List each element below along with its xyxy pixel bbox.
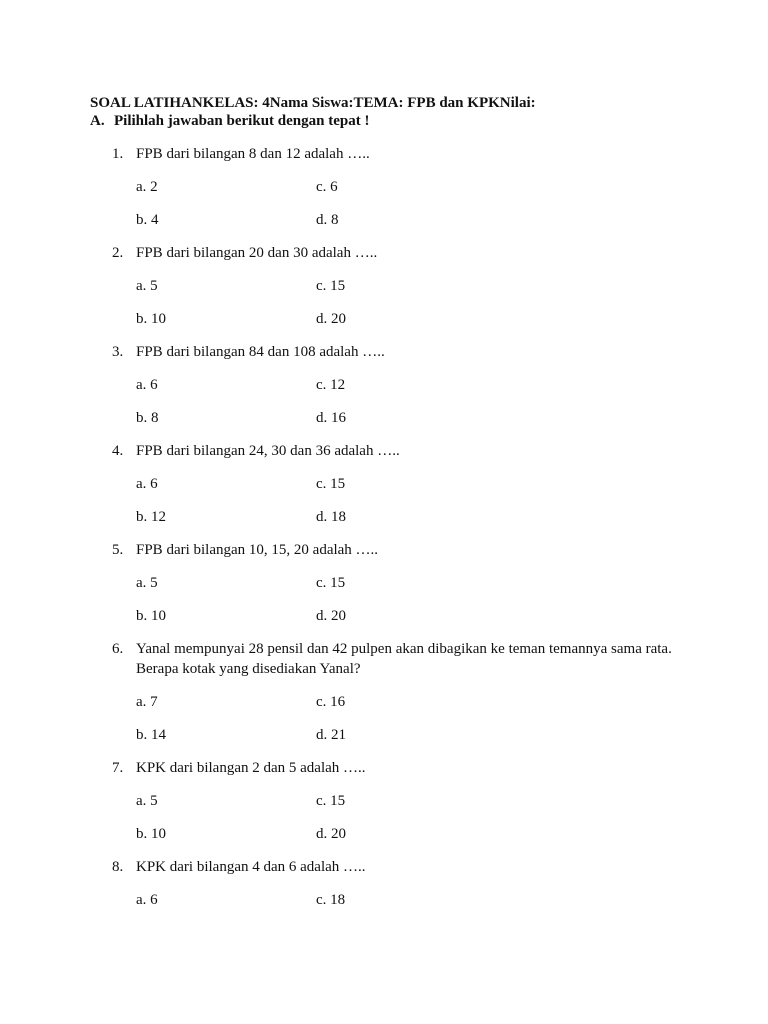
option-row [0, 474, 768, 494]
answer-option: c. 15 [316, 278, 346, 294]
question-text: FPB dari bilangan 10, 15, 20 adalah ….. [136, 542, 379, 558]
worksheet-header: SOAL LATIHANKELAS: 4Nama Siswa:TEMA: FPB dan KPKNilai: [90, 95, 536, 111]
question-line [0, 342, 768, 362]
option-row [0, 210, 768, 230]
option-row [0, 375, 768, 395]
question-line [0, 758, 768, 778]
option-row [0, 824, 768, 844]
question-4 [0, 441, 768, 527]
answer-option: b. 10 [136, 311, 166, 327]
option-row [0, 276, 768, 296]
answer-option: b. 10 [136, 826, 166, 842]
option-row [0, 408, 768, 428]
question-text: FPB dari bilangan 84 dan 108 adalah ….. [136, 344, 385, 360]
question-7 [0, 758, 768, 844]
question-line [0, 441, 768, 461]
option-row [0, 890, 768, 910]
question-line [0, 144, 768, 164]
option-row [0, 791, 768, 811]
question-line [0, 540, 768, 560]
question-1 [0, 144, 768, 230]
instruction-text: Pilihlah jawaban berikut dengan tepat ! [114, 113, 370, 129]
option-row [0, 573, 768, 593]
question-number: 4. [112, 443, 124, 459]
question-6 [0, 639, 768, 745]
question-number: 8. [112, 859, 124, 875]
answer-option: c. 16 [316, 694, 346, 710]
answer-option: c. 12 [316, 377, 346, 393]
answer-option: a. 6 [136, 892, 158, 908]
answer-option: c. 15 [316, 793, 346, 809]
option-row [0, 507, 768, 527]
answer-option: a. 2 [136, 179, 158, 195]
question-text: KPK dari bilangan 2 dan 5 adalah ….. [136, 760, 366, 776]
answer-option: a. 5 [136, 575, 158, 591]
option-row [0, 606, 768, 626]
answer-option: a. 7 [136, 694, 158, 710]
answer-option: c. 6 [316, 179, 338, 195]
section-letter: A. [90, 113, 105, 129]
option-row [0, 725, 768, 745]
answer-option: d. 18 [316, 509, 346, 525]
option-row [0, 309, 768, 329]
answer-option: d. 20 [316, 826, 346, 842]
question-text: FPB dari bilangan 24, 30 dan 36 adalah ….. [136, 443, 400, 459]
question-text: FPB dari bilangan 8 dan 12 adalah ….. [136, 146, 370, 162]
question-number: 1. [112, 146, 124, 162]
option-row [0, 177, 768, 197]
answer-option: b. 14 [136, 727, 166, 743]
question-number: 6. [112, 641, 124, 657]
question-text: KPK dari bilangan 4 dan 6 adalah ….. [136, 859, 366, 875]
answer-option: a. 5 [136, 793, 158, 809]
answer-option: d. 21 [316, 727, 346, 743]
answer-option: a. 5 [136, 278, 158, 294]
question-text: FPB dari bilangan 20 dan 30 adalah ….. [136, 245, 378, 261]
question-number: 3. [112, 344, 124, 360]
answer-option: d. 20 [316, 311, 346, 327]
answer-option: c. 18 [316, 892, 346, 908]
answer-option: d. 8 [316, 212, 339, 228]
answer-option: d. 20 [316, 608, 346, 624]
question-line [0, 243, 768, 263]
question-number: 7. [112, 760, 124, 776]
question-5 [0, 540, 768, 626]
answer-option: a. 6 [136, 476, 158, 492]
answer-option: c. 15 [316, 575, 346, 591]
answer-option: a. 6 [136, 377, 158, 393]
answer-option: c. 15 [316, 476, 346, 492]
question-line [0, 857, 768, 877]
question-2 [0, 243, 768, 329]
answer-option: b. 12 [136, 509, 166, 525]
answer-option: b. 10 [136, 608, 166, 624]
question-number: 2. [112, 245, 124, 261]
question-line [0, 639, 768, 679]
question-3 [0, 342, 768, 428]
question-number: 5. [112, 542, 124, 558]
section-instruction [90, 112, 369, 130]
question-list [0, 144, 768, 910]
question-8 [0, 857, 768, 910]
answer-option: d. 16 [316, 410, 346, 426]
answer-option: b. 8 [136, 410, 159, 426]
option-row [0, 692, 768, 712]
question-text: Yanal mempunyai 28 pensil dan 42 pulpen akan dibagikan ke teman temannya sama rata. Berapa kotak yang disediakan Yanal? [136, 641, 672, 677]
answer-option: b. 4 [136, 212, 159, 228]
